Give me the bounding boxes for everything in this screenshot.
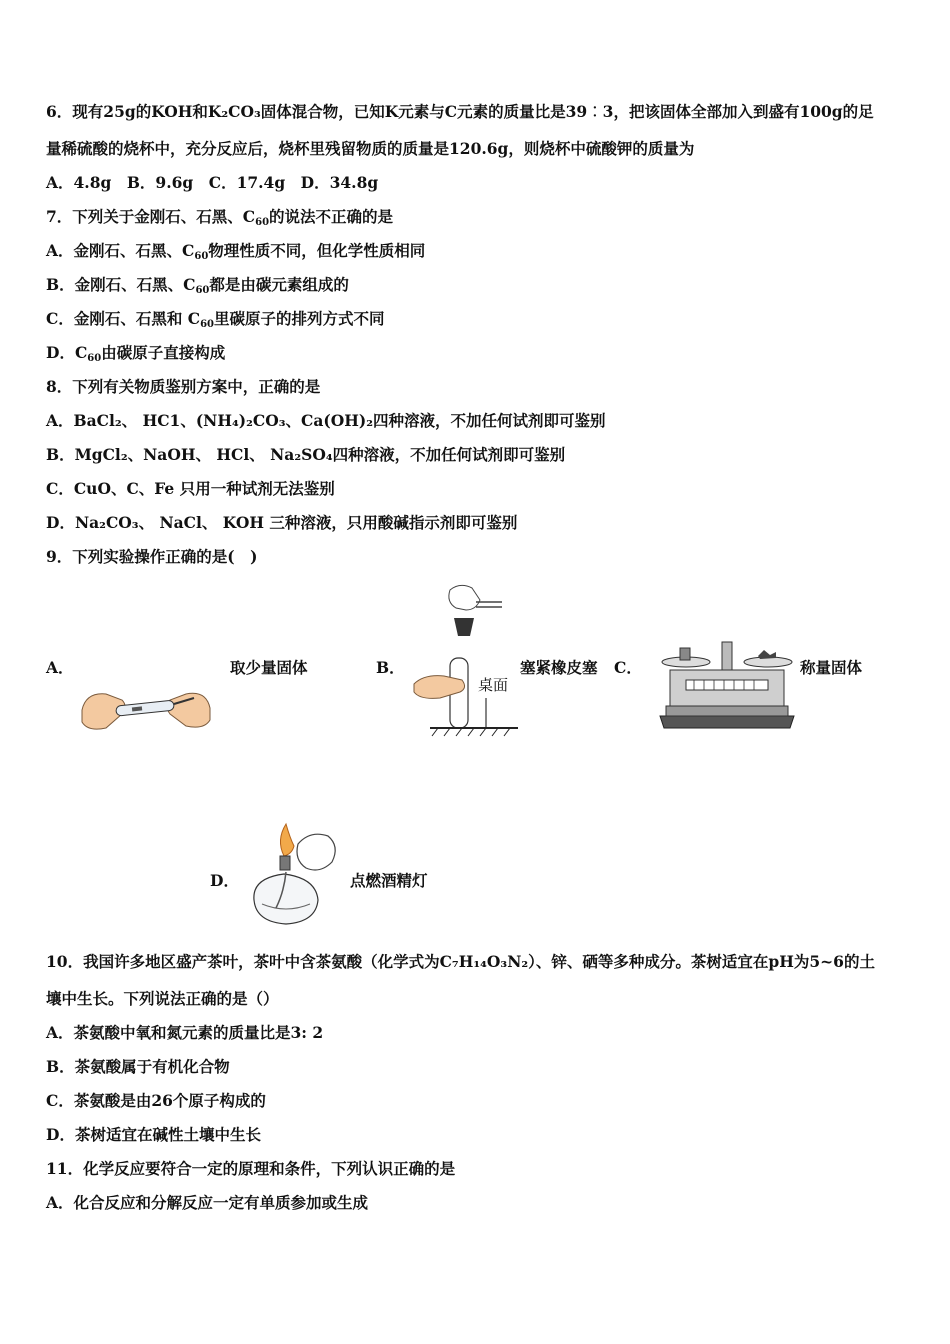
q7-option-a: A．金刚石、石黑、$C_{60}$物理性质不同，但化学性质相同 [46, 241, 426, 262]
q9-b-table-label: 桌面 [478, 676, 509, 694]
q7-option-b: B．金刚石、石黑、$C_{60}$都是由碳元素组成的 [46, 275, 349, 296]
q10-line2: 壤中生长。下列说法正确的是（） [46, 989, 279, 1008]
q11-option-a: A．化合反应和分解反应一定有单质参加或生成 [46, 1193, 369, 1212]
q8-option-c: C．CuO、C、Fe 只用一种试剂无法鉴别 [46, 479, 335, 498]
q7-stem: 7．下列关于金刚石、石黑、$C_{60}$的说法不正确的是 [46, 207, 394, 228]
q8-stem: 8．下列有关物质鉴别方案中，正确的是 [46, 377, 321, 396]
q9-option-d-letter: D． [210, 871, 239, 890]
q8-option-b: B．MgCl₂、NaOH、 HCl、 Na₂SO₄四种溶液，不加任何试剂即可鉴别 [46, 445, 566, 464]
q11-stem: 11．化学反应要符合一定的原理和条件，下列认识正确的是 [46, 1159, 456, 1178]
q8-option-d: D．Na₂CO₃、 NaCl、 KOH 三种溶液，只用酸碱指示剂即可鉴别 [46, 513, 518, 532]
q10-option-c: C．茶氨酸是由26个原子构成的 [46, 1091, 266, 1110]
q6-line1: 6．现有25g的KOH和K₂CO₃固体混合物，已知K元素与C元素的质量比是39︰3，把该固体全部加入到盛有100g的足 [46, 102, 874, 121]
q9-option-c-letter: C． [614, 658, 642, 677]
q9-b-stopper-tube-image [410, 580, 520, 740]
q6-options: A．4.8g B．9.6g C．17.4g D．34.8g [46, 173, 379, 192]
q9-option-b-caption: 塞紧橡皮塞 [520, 658, 598, 677]
q9-option-a-caption: 取少量固体 [230, 658, 308, 677]
q9-option-c-caption: 称量固体 [800, 658, 863, 677]
q9-option-b-letter: B． [376, 658, 405, 677]
q7-option-d: D．$C_{60}$由碳原子直接构成 [46, 343, 226, 364]
q9-option-a-letter: A． [46, 658, 74, 677]
q10-option-d: D．茶树适宜在碱性土壤中生长 [46, 1125, 261, 1144]
q9-option-d-caption: 点燃酒精灯 [350, 871, 428, 890]
q9-stem: 9．下列实验操作正确的是( ) [46, 547, 258, 566]
q10-line1: 10．我国许多地区盛产茶叶，茶叶中含茶氨酸（化学式为C₇H₁₄O₃N₂）、锌、硒等多种成分。茶树适宜在pH为5~6的土 [46, 952, 875, 971]
q8-option-a: A．BaCl₂、 HC1、(NH₄)₂CO₃、Ca(OH)₂四种溶液，不加任何试剂即可鉴别 [46, 411, 606, 430]
q9-c-balance-image [656, 640, 798, 732]
q7-option-c: C．金刚石、石黑和 $C_{60}$里碳原子的排列方式不同 [46, 309, 385, 330]
q9-a-hands-test-tube-image [76, 680, 216, 740]
q6-line2: 量稀硫酸的烧杯中，充分反应后，烧杯里残留物质的质量是120.6g，则烧杯中硫酸钾的质量为 [46, 139, 695, 158]
q9-d-alcohol-lamp-image [246, 822, 346, 926]
q10-option-a: A．茶氨酸中氧和氮元素的质量比是3: 2 [46, 1023, 324, 1042]
q10-option-b: B．茶氨酸属于有机化合物 [46, 1057, 230, 1076]
